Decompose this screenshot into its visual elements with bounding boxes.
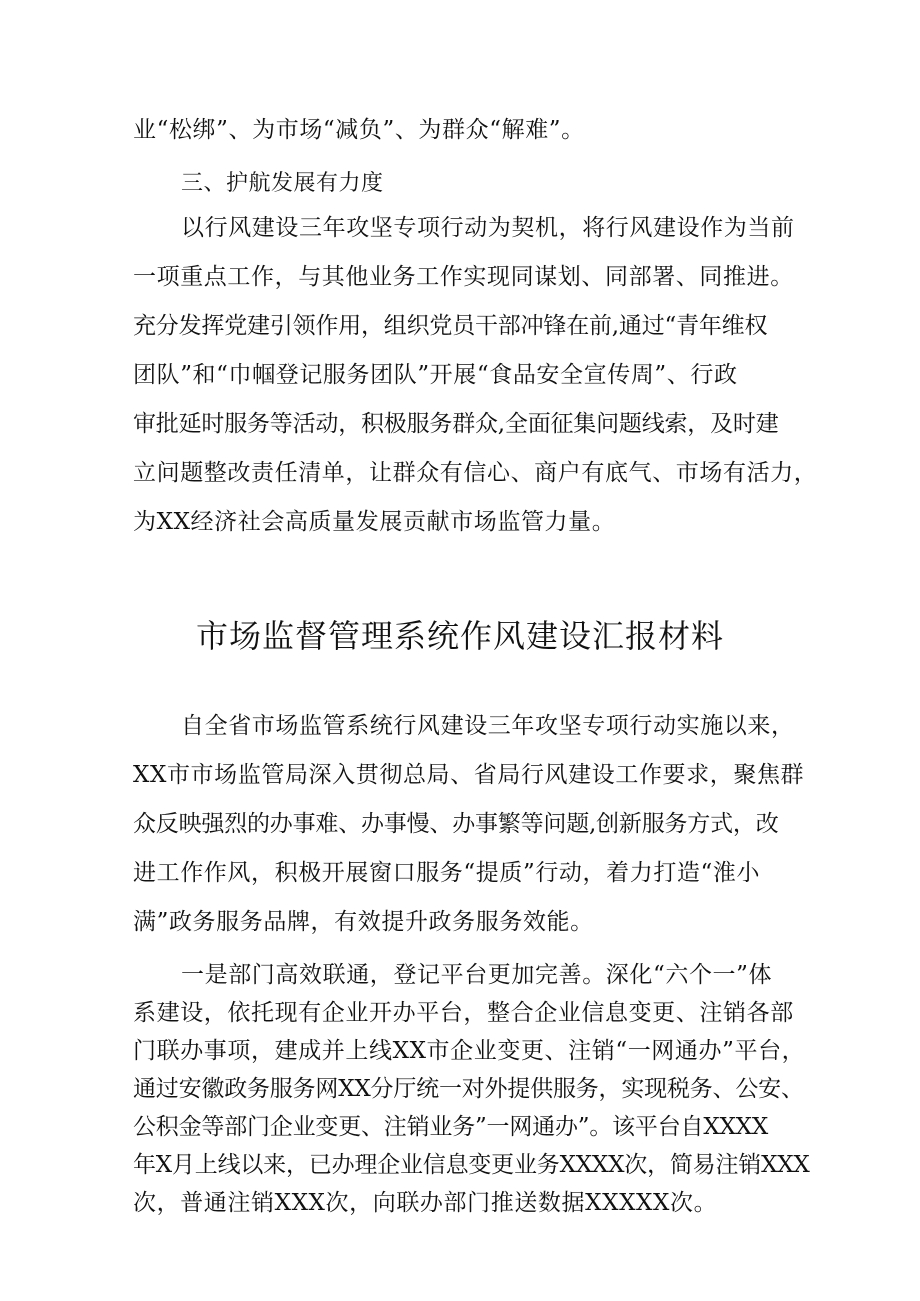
text-line: XX市市场监管局深入贯彻总局、省局行风建设工作要求，聚焦群 (133, 762, 805, 788)
section-heading: 三、护航发展有力度 (181, 171, 384, 196)
text-line: 立问题整改责任清单，让群众有信心、商户有底气、市场有活力， (133, 460, 818, 486)
document-title: 市场监督管理系统作风建设汇报材料 (195, 617, 724, 655)
text-line: 以行风建设三年攻坚专项行动为契机，将行风建设作为当前 (181, 215, 795, 241)
text-line: 一是部门高效联通，登记平台更加完善。深化“六个一”体 (181, 962, 773, 988)
text-line: 自全省市场监管系统行风建设三年攻坚专项行动实施以来， (181, 713, 795, 739)
text-line: 次，普通注销XXX次，向联办部门推送数据XXXXX次。 (133, 1190, 718, 1216)
text-line: 通过安徽政务服务网XX分厅统一对外提供服务，实现税务、公安、 (133, 1076, 804, 1102)
text-line: 团队”和“巾帼登记服务团队”开展“食品安全宣传周”、行政 (133, 362, 738, 388)
text-line: 系建设，依托现有企业开办平台，整合企业信息变更、注销各部 (133, 1000, 794, 1026)
text-line: 公积金等部门企业变更、注销业务”一网通办”。该平台自XXXX (133, 1114, 769, 1140)
text-line: 充分发挥党建引领作用，组织党员干部冲锋在前,通过“青年维权 (133, 313, 768, 339)
text-line: 进工作作风，积极开展窗口服务“提质”行动，着力打造“淮小 (133, 860, 761, 886)
text-line: 门联办事项，建成并上线XX市企业变更、注销“一网通办”平台， (133, 1038, 806, 1064)
text-line: 年X月上线以来，已办理企业信息变更业务XXXX次，简易注销XXX (133, 1152, 810, 1178)
text-line: 为XX经济社会高质量发展贡献市场监管力量。 (133, 509, 616, 535)
text-line: 众反映强烈的办事难、办事慢、办事繁等问题,创新服务方式，改 (133, 811, 779, 837)
text-line: 一项重点工作，与其他业务工作实现同谋划、同部署、同推进。 (133, 264, 794, 290)
text-line: 审批延时服务等活动，积极服务群众,全面征集问题线索，及时建 (133, 411, 779, 437)
text-line: 业“松绑”、为市场“减负”、为群众“解难”。 (133, 117, 585, 143)
text-line: 满”政务服务品牌，有效提升政务服务效能。 (133, 909, 594, 935)
